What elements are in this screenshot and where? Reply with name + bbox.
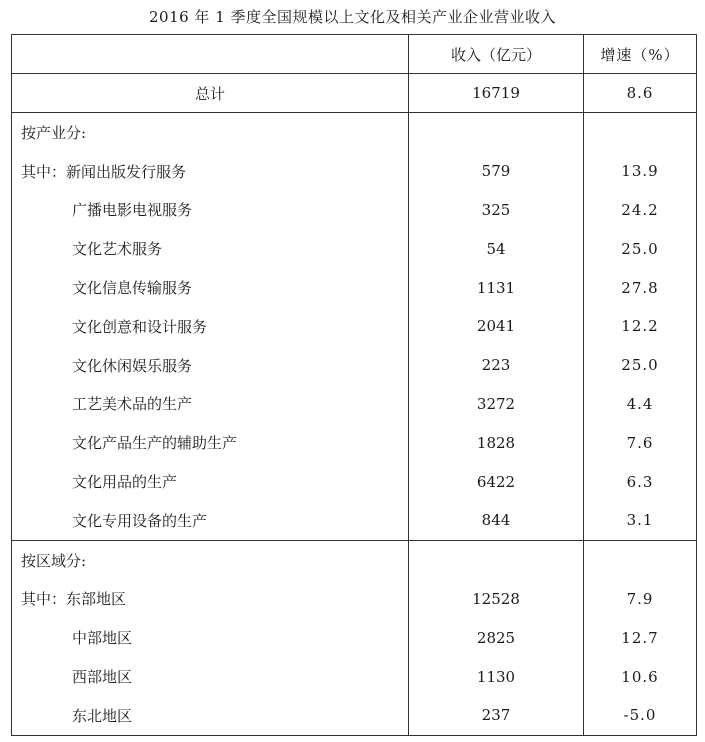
row-label: 中部地区	[72, 629, 133, 648]
row-growth: 10.6	[584, 657, 697, 696]
row-revenue: 1131	[409, 268, 584, 307]
row-growth: 7.6	[584, 423, 697, 462]
row-growth: 6.3	[584, 462, 697, 501]
table-row	[12, 580, 697, 619]
row-label: 文化用品的生产	[72, 473, 178, 492]
header-revenue: 收入（亿元）	[409, 35, 584, 74]
row-label: 东北地区	[72, 706, 133, 725]
row-growth: -5.0	[584, 696, 697, 735]
row-label: 西部地区	[72, 668, 133, 687]
row-label: 其中：新闻出版发行服务	[21, 162, 187, 181]
row-label: 文化产品生产的辅助生产	[72, 434, 238, 453]
row-revenue: 6422	[409, 462, 584, 501]
table-row	[12, 307, 697, 346]
header-category	[12, 35, 409, 74]
row-growth: 4.4	[584, 385, 697, 424]
section-label: 按区域分:	[21, 551, 87, 570]
section-header-industry	[12, 113, 697, 152]
table-row	[12, 423, 697, 462]
table-row	[12, 618, 697, 657]
row-revenue: 844	[409, 501, 584, 540]
row-revenue: 325	[409, 191, 584, 230]
table-row	[12, 268, 697, 307]
table-row	[12, 385, 697, 424]
row-growth: 3.1	[584, 501, 697, 540]
row-revenue: 237	[409, 696, 584, 735]
row-revenue: 579	[409, 152, 584, 191]
total-row	[12, 74, 697, 113]
table-title: 2016 年 1 季度全国规模以上文化及相关产业企业营业收入	[148, 8, 557, 26]
table-row	[12, 152, 697, 191]
row-revenue: 1828	[409, 423, 584, 462]
total-growth: 8.6	[584, 74, 697, 113]
table-row	[12, 346, 697, 385]
row-label: 文化休闲娱乐服务	[72, 356, 193, 375]
row-label: 文化专用设备的生产	[72, 511, 208, 530]
row-revenue: 2825	[409, 618, 584, 657]
row-label: 广播电影电视服务	[72, 201, 193, 220]
row-growth: 12.2	[584, 307, 697, 346]
section-header-region	[12, 540, 697, 579]
table-row	[12, 657, 697, 696]
row-label: 文化信息传输服务	[72, 279, 193, 298]
header-growth: 增速（%）	[584, 35, 697, 74]
row-revenue: 54	[409, 229, 584, 268]
total-revenue: 16719	[409, 74, 584, 113]
row-revenue: 223	[409, 346, 584, 385]
table-row	[12, 501, 697, 540]
revenue-table	[11, 34, 697, 736]
row-growth: 12.7	[584, 618, 697, 657]
total-label: 总计	[12, 74, 409, 113]
row-growth: 25.0	[584, 346, 697, 385]
table-row	[12, 191, 697, 230]
row-growth: 7.9	[584, 580, 697, 619]
row-growth: 27.8	[584, 268, 697, 307]
row-revenue: 2041	[409, 307, 584, 346]
section-label: 按产业分:	[21, 123, 87, 142]
row-growth: 13.9	[584, 152, 697, 191]
row-revenue: 3272	[409, 385, 584, 424]
row-growth: 24.2	[584, 191, 697, 230]
row-label: 其中：东部地区	[21, 590, 127, 609]
row-label: 文化创意和设计服务	[72, 317, 208, 336]
table-row	[12, 229, 697, 268]
row-label: 文化艺术服务	[72, 240, 163, 259]
row-label: 工艺美术品的生产	[72, 395, 193, 414]
row-growth: 25.0	[584, 229, 697, 268]
table-header-row	[12, 35, 697, 74]
row-revenue: 12528	[409, 580, 584, 619]
table-row	[12, 696, 697, 735]
table-row	[12, 462, 697, 501]
row-revenue: 1130	[409, 657, 584, 696]
